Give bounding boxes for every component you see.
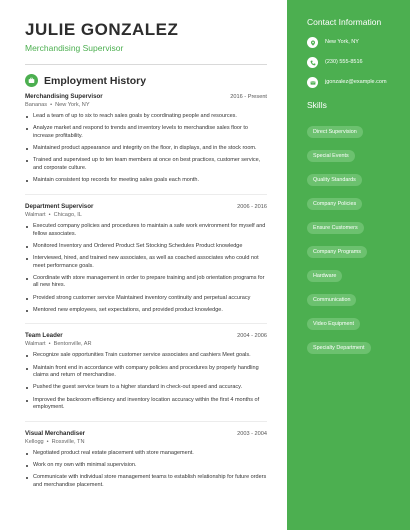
skill-chip: Special Events xyxy=(307,150,355,162)
job-company: Kellogg xyxy=(25,439,44,446)
job-dates: 2016 - Present xyxy=(230,94,267,100)
bullet-item: Mentored new employees, set expectations, and provided product knowledge. xyxy=(25,307,267,315)
bullet-item: Improved the backroom efficiency and inventory location accuracy within the first 4 months of employment. xyxy=(25,397,267,413)
job-entry xyxy=(25,332,267,412)
job-company-line xyxy=(25,341,267,347)
email-icon xyxy=(307,77,318,88)
separator-dot: • xyxy=(50,102,53,108)
job-header xyxy=(25,203,267,210)
job-divider xyxy=(25,421,267,422)
skill-chip: Ensure Customers xyxy=(307,222,364,234)
skill-row xyxy=(307,336,400,360)
job-dates: 2004 - 2006 xyxy=(237,333,267,340)
job-entry xyxy=(25,93,267,185)
job-company: Bananas xyxy=(25,102,48,108)
job-entry xyxy=(25,203,267,315)
bullet-item: Lead a team of up to six to reach sales goals by coordinating people and resources. xyxy=(25,113,267,121)
bullet-item: Maintain consistent top records for meeting sales goals each month. xyxy=(25,177,267,185)
sidebar xyxy=(287,0,410,530)
employment-section-header xyxy=(25,74,267,87)
contact-location-text: New York, NY xyxy=(325,39,359,45)
skill-row xyxy=(307,168,400,192)
job-header xyxy=(25,430,267,437)
job-bullets xyxy=(25,113,267,185)
job-location: New York, NY xyxy=(55,102,90,108)
skill-chip: Quality Standards xyxy=(307,174,362,186)
bullet-item: Executed company policies and procedures to maintain a safe work environment for myself and fellow associates. xyxy=(25,223,267,239)
contact-email[interactable] xyxy=(307,77,400,88)
bullet-item: Communicate with individual store management teams to establish relationship for future orders and merchandise placement. xyxy=(25,474,267,490)
skill-row xyxy=(307,144,400,168)
job-bullets xyxy=(25,450,267,490)
separator-dot: • xyxy=(48,341,51,348)
skill-row xyxy=(307,216,400,240)
job-company: Walmart xyxy=(25,211,46,218)
skill-chip: Direct Supervision xyxy=(307,126,363,138)
job-location: Bentonville, AR xyxy=(53,341,92,348)
skills-heading: Skills xyxy=(307,100,327,110)
bullet-item: Provided strong customer service Maintained inventory continuity and perpetual accuracy xyxy=(25,295,267,303)
job-bullets xyxy=(25,352,267,412)
employment-heading: Employment History xyxy=(44,74,147,87)
skill-row xyxy=(307,288,400,312)
skill-row xyxy=(307,264,400,288)
job-company-line xyxy=(25,212,267,218)
job-dates: 2006 - 2016 xyxy=(237,203,267,210)
job-dates: 2003 - 2004 xyxy=(237,431,267,438)
job-role: Merchandising Supervisor xyxy=(25,93,103,100)
job-header xyxy=(25,93,267,100)
header-divider xyxy=(25,64,267,65)
contact-location xyxy=(307,37,400,48)
job-list xyxy=(25,93,267,490)
bullet-item: Negotiated product real estate placement with store management. xyxy=(25,450,267,458)
job-company: Walmart xyxy=(25,341,46,348)
bullet-item: Analyze market and respond to trends and inventory levels to merchandise sales floor to increase profitability. xyxy=(25,125,267,141)
location-pin-icon xyxy=(307,37,318,48)
bullet-item: Trained and supervised up to ten team members at once on best practices, customer service, and corporate culture. xyxy=(25,157,267,173)
job-header xyxy=(25,332,267,339)
skill-chip: Hardware xyxy=(307,270,342,282)
skill-chip: Company Policies xyxy=(307,198,362,210)
candidate-name: JULIE GONZALEZ xyxy=(25,20,179,39)
skill-chip: Video Equipment xyxy=(307,318,360,330)
contact-phone-text: (230) 555-8516 xyxy=(325,59,363,65)
job-company-line xyxy=(25,102,267,108)
job-role: Visual Merchandiser xyxy=(25,430,86,438)
skill-row xyxy=(307,312,400,336)
job-entry xyxy=(25,430,267,490)
job-company-line xyxy=(25,439,267,445)
separator-dot: • xyxy=(46,439,49,446)
briefcase-icon xyxy=(25,74,38,87)
bullet-item: Monitored Inventory and Ordered Product Set Stocking Schedules Product knowledge xyxy=(25,243,267,251)
job-location: Rossville, TN xyxy=(51,439,85,446)
candidate-title: Merchandising Supervisor xyxy=(25,43,124,53)
job-divider xyxy=(25,323,267,324)
job-location: Chicago, IL xyxy=(53,211,82,218)
skill-row xyxy=(307,240,400,264)
job-role: Department Supervisor xyxy=(25,202,94,210)
job-divider xyxy=(25,194,267,195)
bullet-item: Pushed the guest service team to a higher standard in check-out speed and accuracy. xyxy=(25,384,267,392)
bullet-item: Maintained product appearance and integrity on the floor, in displays, and in the stock room. xyxy=(25,145,267,153)
skill-chip: Specialty Department xyxy=(307,342,371,354)
bullet-item: Coordinate with store management in order to prepare training and job orientation programs for all new hires. xyxy=(25,275,267,291)
skill-row xyxy=(307,120,400,144)
skill-row xyxy=(307,192,400,216)
bullet-item: Maintain front end in accordance with company policies and procedures by properly handling claims and return of merchandise. xyxy=(25,365,267,381)
contact-phone xyxy=(307,57,400,68)
skill-chip: Communication xyxy=(307,294,356,306)
contact-heading: Contact Information xyxy=(307,17,382,27)
phone-icon xyxy=(307,57,318,68)
bullet-item: Work on my own with minimal supervision. xyxy=(25,462,267,470)
job-bullets xyxy=(25,223,267,315)
bullet-item: Recognize sale opportunities Train customer service associates and cashiers Meet goals. xyxy=(25,352,267,360)
separator-dot: • xyxy=(48,211,51,218)
job-role: Team Leader xyxy=(25,332,63,340)
bullet-item: Interviewed, hired, and trained new associates, as well as coached associates who could not meet performance goals. xyxy=(25,255,267,271)
contact-email-text[interactable]: jgonzalez@example.com xyxy=(325,79,387,85)
skill-chip: Company Programs xyxy=(307,246,367,258)
skills-list xyxy=(307,120,400,360)
